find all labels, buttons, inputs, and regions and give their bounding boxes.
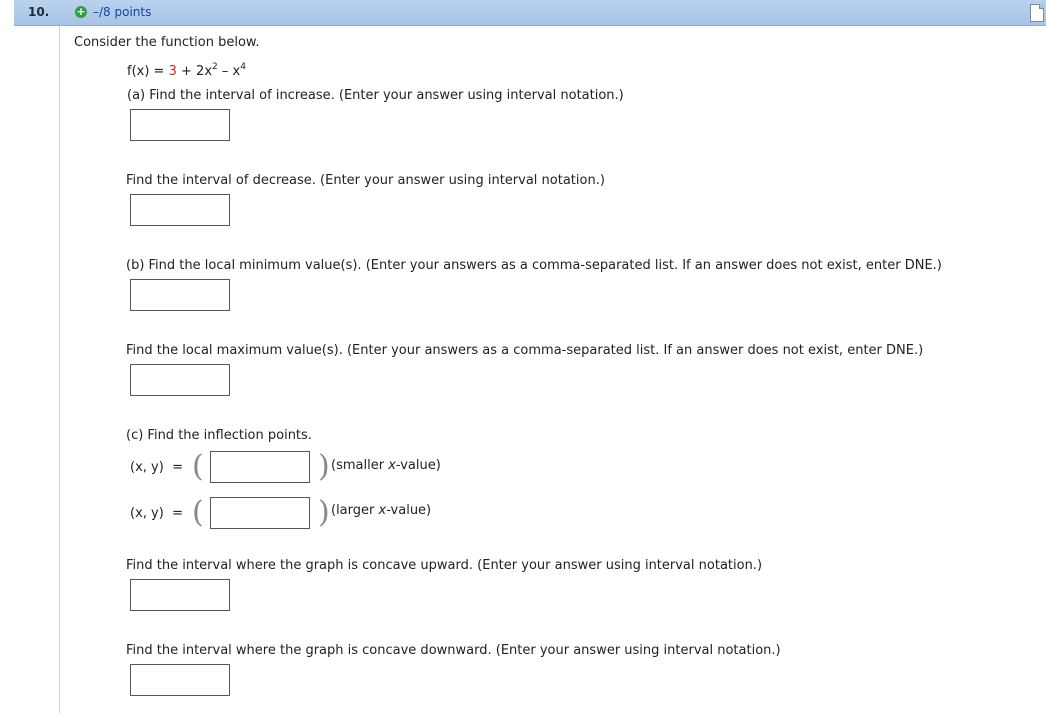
function-term1-exponent: 2	[212, 62, 218, 72]
expand-plus-icon[interactable]: +	[76, 5, 86, 18]
smaller-x-value-label	[331, 458, 441, 473]
function-lhs: f(x)	[127, 64, 150, 79]
inflection-larger-input[interactable]	[210, 497, 310, 529]
part-b-min-prompt: (b) Find the local minimum value(s). (Enter your answers as a comma-separated list. If an answer does not exist, enter DNE.)	[126, 258, 942, 273]
local-max-input[interactable]	[130, 364, 230, 396]
function-term2-exponent: 4	[240, 62, 246, 72]
decrease-interval-input[interactable]	[130, 194, 230, 226]
inflection-smaller-xy-label	[130, 460, 183, 475]
points-label: –/8 points	[93, 5, 152, 19]
larger-prefix: (larger	[331, 503, 379, 518]
function-minus: –	[217, 64, 233, 79]
xy-equals: =	[172, 460, 183, 475]
concave-down-prompt: Find the interval where the graph is concave downward. (Enter your answer using interval notation.)	[126, 643, 781, 658]
concave-down-input[interactable]	[130, 664, 230, 696]
part-c-inflection-prompt: (c) Find the inflection points.	[126, 428, 312, 443]
xy-label: (x, y)	[130, 460, 164, 475]
smaller-var: x	[388, 458, 396, 473]
intro-text: Consider the function below.	[74, 35, 260, 50]
function-term1: 2x	[196, 64, 213, 79]
smaller-prefix: (smaller	[331, 458, 389, 473]
left-divider	[59, 26, 60, 713]
function-constant: 3	[168, 64, 177, 79]
xy-label: (x, y)	[130, 506, 164, 521]
larger-suffix: -value)	[386, 503, 432, 518]
open-paren: (	[192, 495, 204, 530]
smaller-suffix: -value)	[395, 458, 441, 473]
question-number: 10.	[28, 5, 50, 19]
close-paren: )	[318, 449, 330, 484]
function-definition	[127, 62, 246, 79]
open-paren: (	[192, 449, 204, 484]
part-a-decrease-prompt: Find the interval of decrease. (Enter your answer using interval notation.)	[126, 173, 605, 188]
inflection-smaller-input[interactable]	[210, 451, 310, 483]
part-a-increase-prompt: (a) Find the interval of increase. (Enter your answer using interval notation.)	[127, 88, 624, 103]
local-min-input[interactable]	[130, 279, 230, 311]
close-paren: )	[318, 495, 330, 530]
function-plus: +	[176, 64, 197, 79]
larger-x-value-label	[331, 503, 431, 518]
xy-equals: =	[172, 506, 183, 521]
note-icon[interactable]	[1030, 4, 1044, 22]
function-equals: =	[149, 64, 169, 79]
part-b-max-prompt: Find the local maximum value(s). (Enter your answers as a comma-separated list. If an answer does not exist, enter DNE.)	[126, 343, 924, 358]
larger-var: x	[378, 503, 387, 518]
concave-up-input[interactable]	[130, 579, 230, 611]
inflection-larger-xy-label	[130, 506, 183, 521]
increase-interval-input[interactable]	[130, 109, 230, 141]
concave-up-prompt: Find the interval where the graph is concave upward. (Enter your answer using interval notation.)	[126, 558, 763, 573]
function-term2: x	[232, 64, 241, 79]
question-header	[14, 0, 1046, 26]
